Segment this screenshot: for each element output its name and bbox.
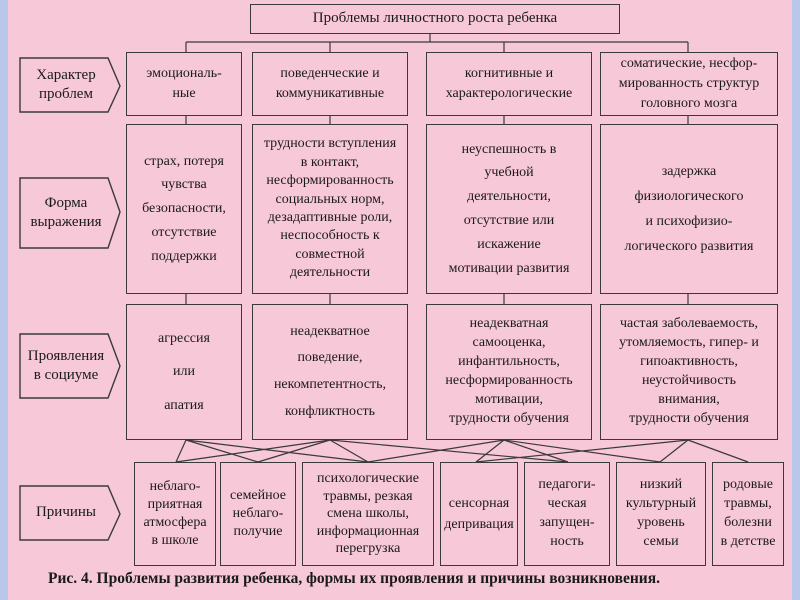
form-cognitive: неуспешность в учебной деятельности, отсутствие или искажение мотивации развития <box>426 124 592 294</box>
row-label-nature: Характер проблем <box>36 66 96 102</box>
cause-family: семейное неблаго- получие <box>220 462 296 566</box>
nature-emotional: эмоциональ- ные <box>126 52 242 116</box>
cause-birth-trauma: родовые травмы, болезни в детстве <box>712 462 784 566</box>
cause-sensory-deprivation: сенсорная депривация <box>440 462 518 566</box>
cause-psychological-trauma: психологические травмы, резкая смена школы, информационная перегрузка <box>302 462 434 566</box>
form-emotional: страх, потеря чувства безопасности, отсутствие поддержки <box>126 124 242 294</box>
diagram-canvas <box>8 0 792 600</box>
figure-caption: Рис. 4. Проблемы развития ребенка, формы их проявления и причины возникновения. <box>48 570 660 587</box>
row-label-society: Проявления в социуме <box>27 347 105 383</box>
cause-cultural-level: низкий культурный уровень семьи <box>616 462 706 566</box>
society-somatic: частая заболеваемость, утомляемость, гипер- и гипоактивность, неустойчивость внимания, трудности обучения <box>600 304 778 440</box>
nature-somatic: соматические, несфор- мированность структур головного мозга <box>600 52 778 116</box>
nature-behavioral: поведенческие и коммуникативные <box>252 52 408 116</box>
form-behavioral: трудности вступления в контакт, несформированность социальных норм, дезадаптивные роли, неспособность к совместной деятельности <box>252 124 408 294</box>
diagram-title: Проблемы личностного роста ребенка <box>250 4 620 34</box>
cause-pedagogical-neglect: педагоги- ческая запущен- ность <box>524 462 610 566</box>
form-somatic: задержка физиологического и психофизио- логического развития <box>600 124 778 294</box>
nature-cognitive: когнитивные и характерологические <box>426 52 592 116</box>
society-behavioral: неадекватное поведение, некомпетентность, конфликтность <box>252 304 408 440</box>
society-emotional: агрессия или апатия <box>126 304 242 440</box>
row-label-causes: Причины <box>35 504 97 521</box>
row-label-form: Форма выражения <box>30 194 102 230</box>
cause-school-atmosphere: неблаго- приятная атмосфера в школе <box>134 462 216 566</box>
society-cognitive: неадекватная самооценка, инфантильность, несформированность мотивации, трудности обучения <box>426 304 592 440</box>
